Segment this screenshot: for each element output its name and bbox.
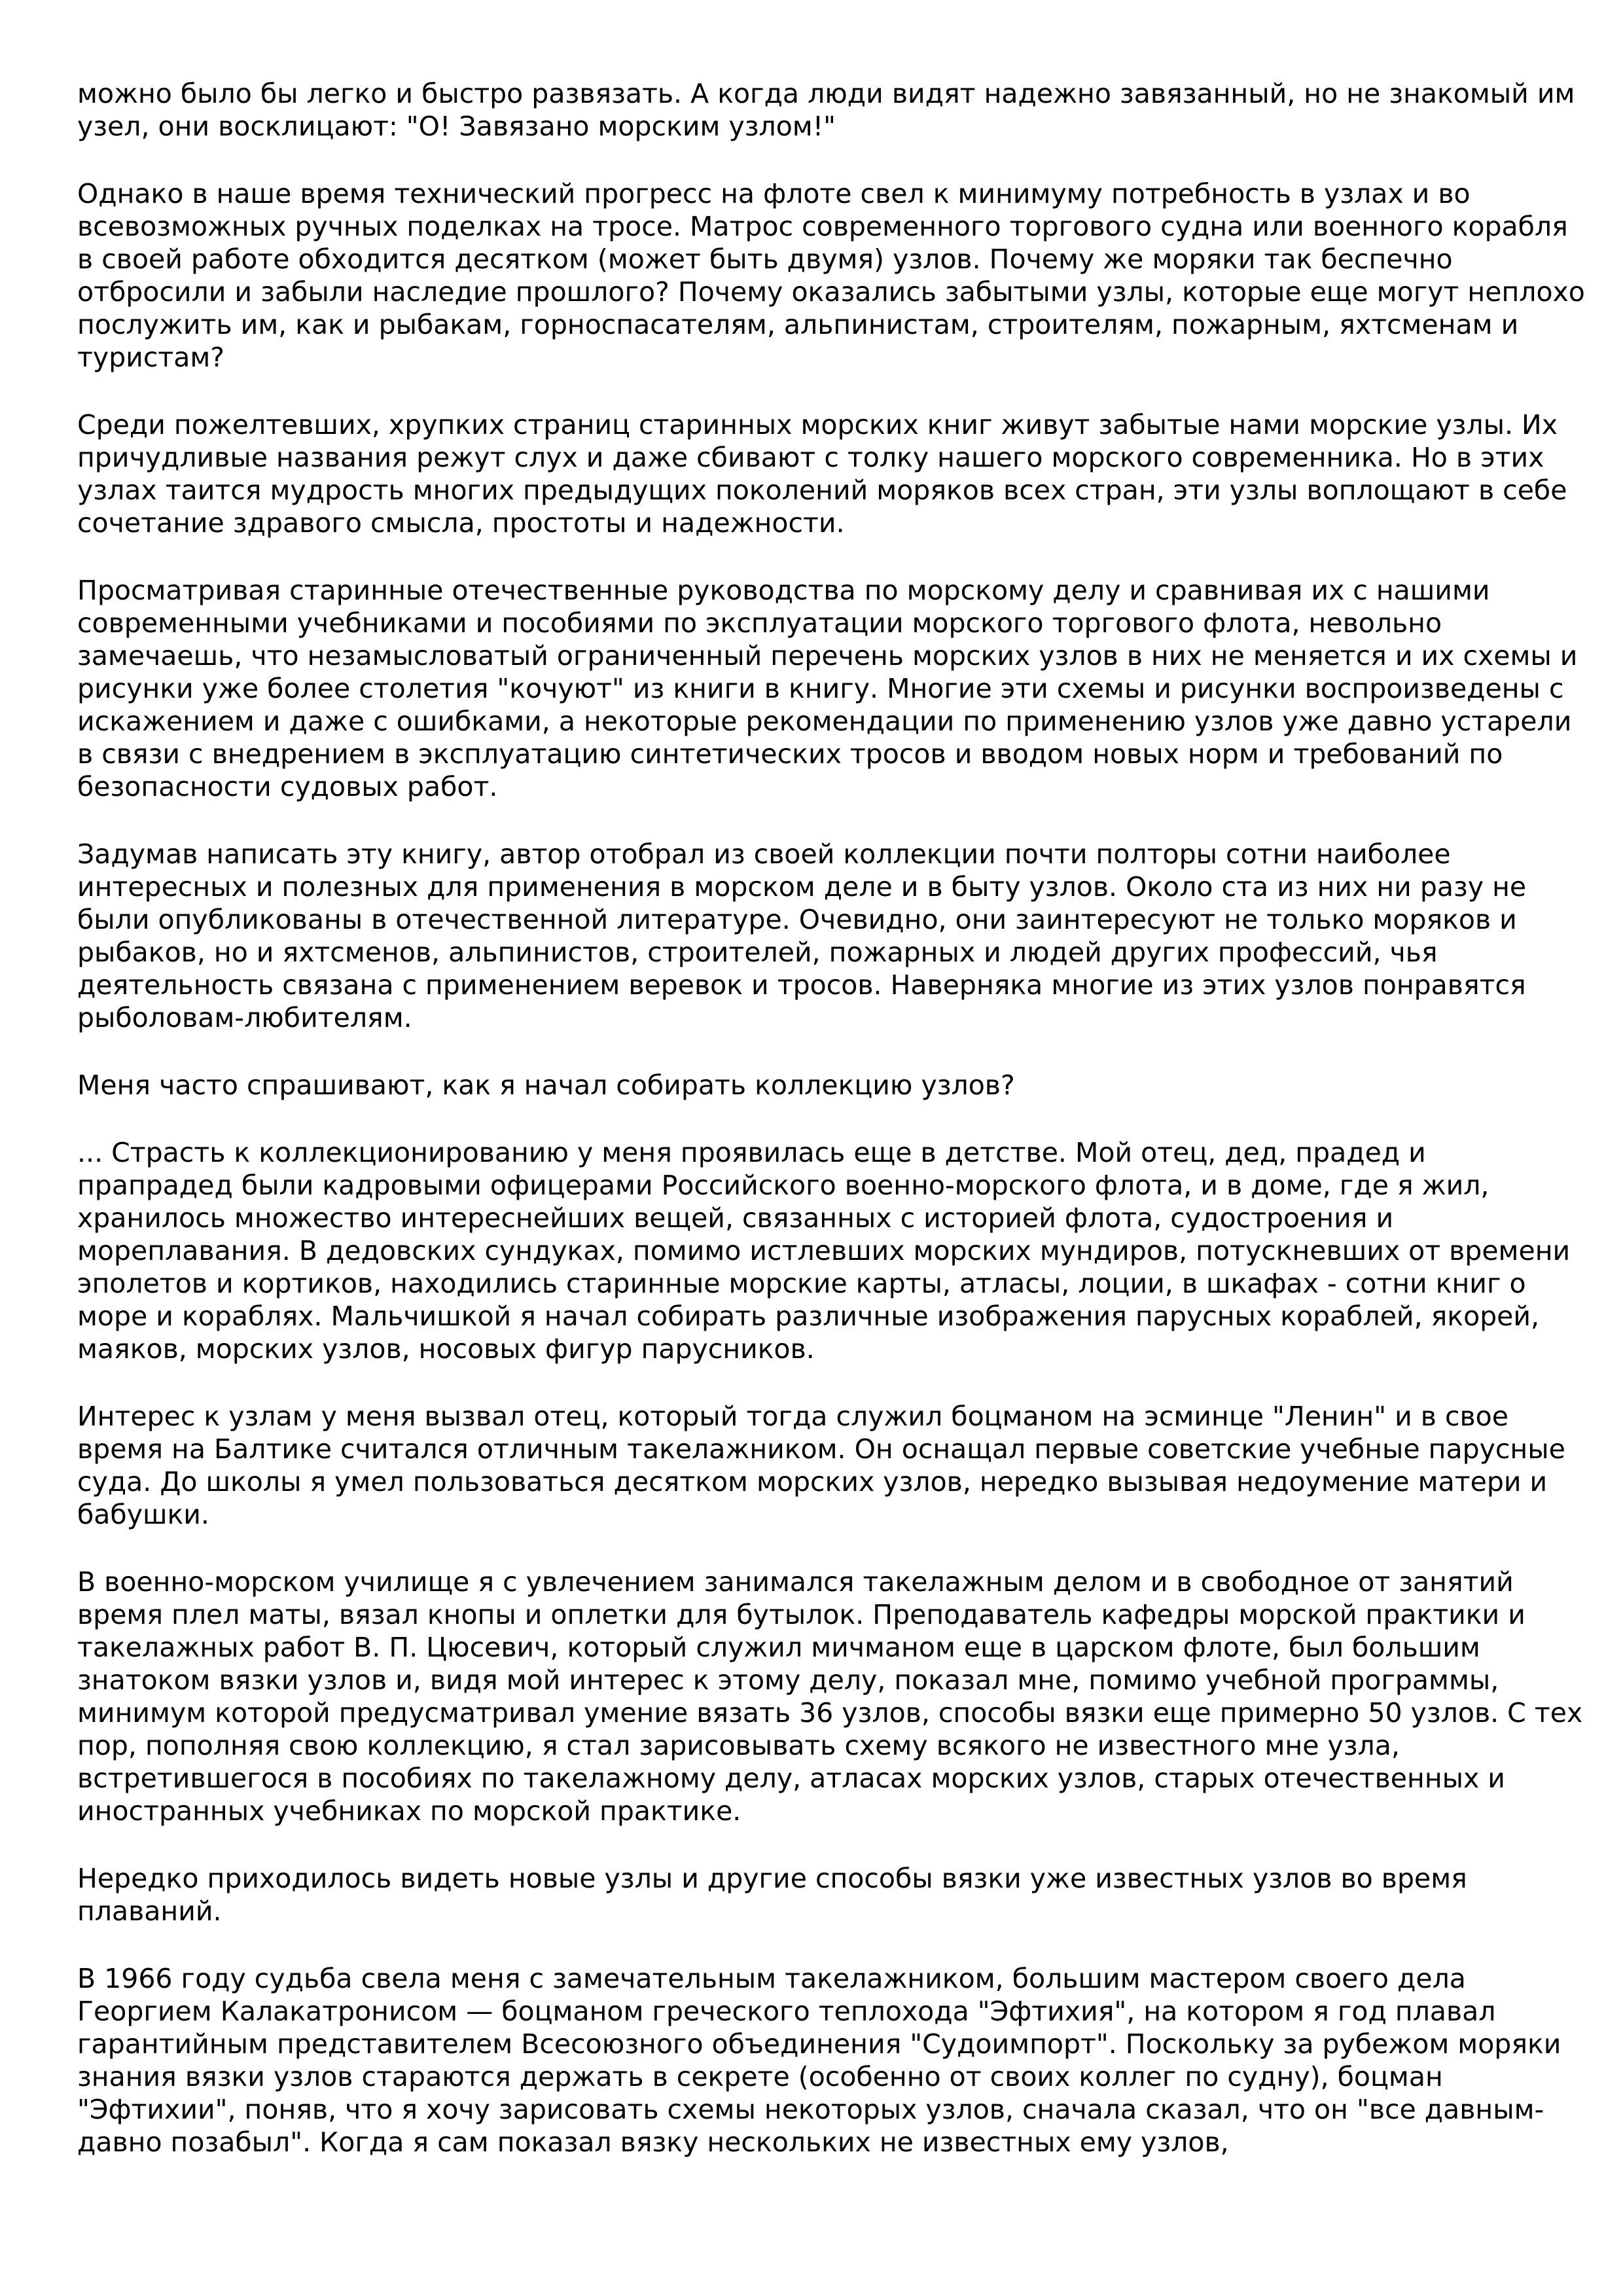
paragraph: В военно-морском училище я с увлечением занимался такелажным делом и в свободное от занятий время плел маты, вязал кнопы и оплетки для бутылок. Преподаватель кафедры морской практики и такелажных работ В. П. Цюсевич, который служил мичманом еще в царском флоте, был большим знатоком вязки узлов и, видя мой интерес к этому делу, показал мне, помимо учебной программы, минимум которой предусматривал умение вязать 36 узлов, способы вязки еще примерно 50 узлов. С тех пор, пополняя свою коллекцию, я стал зарисовывать схему всякого не известного мне узла, встретившегося в пособиях по такелажному делу, атласах морских узлов, старых отечественных и иностранных учебниках по морской практике. — [77, 1566, 1583, 1827]
paragraph: Среди пожелтевших, хрупких страниц старинных морских книг живут забытые нами морские узлы. Их причудливые названия режут слух и даже сбивают с толку нашего морского современника. Но в этих узлах таится мудрость многих предыдущих поколений моряков всех стран, эти узлы воплощают в себе сочетание здравого смысла, простоты и надежности. — [77, 409, 1567, 539]
paragraph: Однако в наше время технический прогресс на флоте свел к минимуму потребность в узлах и во всевозможных ручных поделках на тросе. Матрос современного торгового судна или военного корабля в своей работе обходится десятком (может быть двумя) узлов. Почему же моряки так беспечно отбросили и забыли наследие прошлого? Почему оказались забытыми узлы, которые еще могут неплохо послужить им, как и рыбакам, горноспасателям, альпинистам, строителям, пожарным, яхтсменам и туристам? — [77, 178, 1585, 373]
paragraph: Интерес к узлам у меня вызвал отец, который тогда служил боцманом на эсминце "Ленин" и в свое время на Балтике считался отличным такелажником. Он оснащал первые советские учебные парусные суда. До школы я умел пользоваться десятком морских узлов, нередко вызывая недоумение матери и бабушки. — [77, 1401, 1565, 1530]
paragraph: можно было бы легко и быстро развязать. А когда люди видят надежно завязанный, но не знакомый им узел, они восклицают: "О! Завязано морским узлом!" — [77, 78, 1575, 142]
paragraph: Просматривая старинные отечественные руководства по морскому делу и сравнивая их с нашими современными учебниками и пособиями по эксплуатации морского торгового флота, невольно замечаешь, что незамысловатый ограниченный перечень морских узлов в них не меняется и их схемы и рисунки уже более столетия "кочуют" из книги в книгу. Многие эти схемы и рисунки воспроизведены с искажением и даже с ошибками, а некоторые рекомендации по применению узлов уже давно устарели в связи с внедрением в эксплуатацию синтетических тросов и вводом новых норм и требований по безопасности судовых работ. — [77, 575, 1578, 802]
paragraph: Задумав написать эту книгу, автор отобрал из своей коллекции почти полторы сотни наиболее интересных и полезных для применения в морском деле и в быту узлов. Около ста из них ни разу не были опубликованы в отечественной литературе. Очевидно, они заинтересуют не только моряков и рыбаков, но и яхтсменов, альпинистов, строителей, пожарных и людей других профессий, чья деятельность связана с применением веревок и тросов. Наверняка многие из этих узлов понравятся рыболовам-любителям. — [77, 838, 1527, 1033]
paragraph: Нередко приходилось видеть новые узлы и другие способы вязки уже известных узлов во время плаваний. — [77, 1863, 1467, 1927]
document-page — [77, 77, 1589, 2159]
paragraph: В 1966 году судьба свела меня с замечательным такелажником, большим мастером своего дела Георгием Калакатронисом — боцманом греческого теплохода "Эфтихия", на котором я год плавал гарантийным представителем Всесоюзного объединения "Судоимпорт". Поскольку за рубежом моряки знания вязки узлов стараются держать в секрете (особенно от своих коллег по судну), боцман "Эфтихии", поняв, что я хочу зарисовать схемы некоторых узлов, сначала сказал, что он "все давным-давно позабыл". Когда я сам показал вязку нескольких не известных ему узлов, — [77, 1963, 1561, 2158]
paragraph: ... Страсть к коллекционированию у меня проявилась еще в детстве. Мой отец, дед, прадед и прапрадед были кадровыми офицерами Российского военно-морского флота, и в доме, где я жил, хранилось множество интереснейших вещей, связанных с историей флота, судостроения и мореплавания. В дедовских сундуках, помимо истлевших морских мундиров, потускневших от времени эполетов и кортиков, находились старинные морские карты, атласы, лоции, в шкафах - сотни книг о море и кораблях. Мальчишкой я начал собирать различные изображения парусных кораблей, якорей, маяков, морских узлов, носовых фигур парусников. — [77, 1137, 1571, 1365]
paragraph: Меня часто спрашивают, как я начал собирать коллекцию узлов? — [77, 1069, 1015, 1101]
